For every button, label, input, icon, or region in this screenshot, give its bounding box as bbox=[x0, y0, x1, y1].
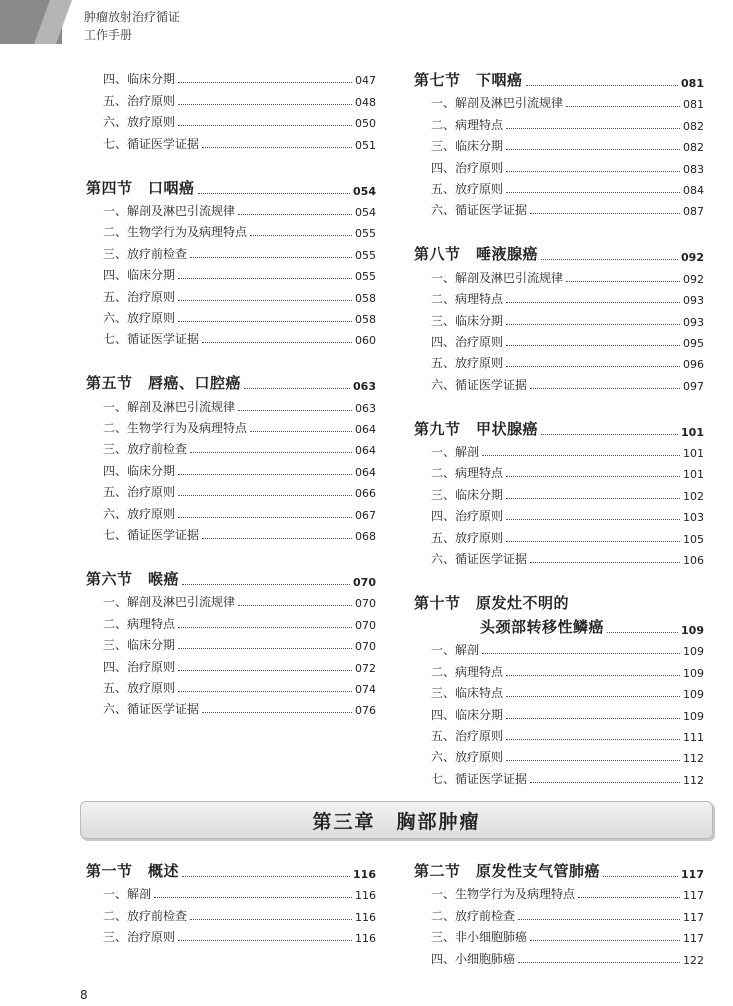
dot-leader bbox=[506, 149, 680, 150]
entry-label: 六、循证医学证据 bbox=[431, 203, 528, 218]
section-label: 第九节 甲状腺癌 bbox=[414, 419, 539, 438]
page-ref: 101 bbox=[681, 425, 704, 439]
section-gap bbox=[414, 393, 704, 415]
book-title: 肿瘤放射治疗循证 bbox=[84, 10, 181, 24]
page-ref: 109 bbox=[683, 666, 704, 680]
page-ref: 103 bbox=[683, 511, 704, 525]
chapter-title: 第三章 胸部肿瘤 bbox=[312, 810, 481, 833]
page-ref: 066 bbox=[355, 487, 376, 501]
entry-label: 二、病理特点 bbox=[431, 664, 504, 679]
page-ref: 117 bbox=[683, 910, 704, 924]
toc-entry bbox=[86, 130, 376, 151]
toc-entry bbox=[414, 307, 704, 328]
dot-leader bbox=[178, 670, 352, 671]
dot-leader bbox=[506, 366, 680, 367]
dot-leader bbox=[506, 324, 680, 325]
dot-leader bbox=[482, 455, 680, 456]
entry-label: 七、循证医学证据 bbox=[103, 136, 200, 151]
toc-entry bbox=[86, 500, 376, 521]
dot-leader bbox=[178, 321, 352, 322]
page-ref: 064 bbox=[355, 444, 376, 458]
page-ref: 097 bbox=[683, 379, 704, 393]
toc-entry bbox=[414, 481, 704, 502]
toc-bottom-right-column bbox=[414, 857, 704, 967]
page-ref: 106 bbox=[683, 554, 704, 568]
entry-label: 五、放疗原则 bbox=[431, 530, 504, 545]
page-ref: 096 bbox=[683, 358, 704, 372]
toc-entry bbox=[414, 524, 704, 545]
entry-label: 二、生物学行为及病理特点 bbox=[103, 421, 248, 436]
dot-leader bbox=[530, 388, 680, 389]
entry-label: 七、循证医学证据 bbox=[103, 332, 200, 347]
section-label: 第二节 原发性支气管肺癌 bbox=[414, 862, 601, 880]
dot-leader bbox=[506, 345, 680, 346]
page-ref: 070 bbox=[355, 597, 376, 611]
section-gap bbox=[414, 567, 704, 589]
dot-leader bbox=[506, 171, 680, 172]
toc-entry bbox=[414, 658, 704, 679]
dot-leader bbox=[603, 876, 678, 877]
entry-label: 一、解剖及淋巴引流规律 bbox=[103, 595, 236, 610]
entry-label: 二、病理特点 bbox=[431, 466, 504, 481]
toc-section-heading-cont bbox=[414, 613, 704, 637]
entry-label: 五、治疗原则 bbox=[431, 728, 504, 743]
entry-label: 五、治疗原则 bbox=[103, 93, 176, 108]
toc-entry bbox=[414, 90, 704, 111]
section-label: 第五节 唇癌、口腔癌 bbox=[86, 374, 242, 393]
entry-label: 三、放疗前检查 bbox=[103, 246, 188, 261]
section-label: 第七节 下咽癌 bbox=[414, 71, 523, 89]
entry-label: 六、放疗原则 bbox=[103, 506, 176, 521]
toc-entry bbox=[86, 283, 376, 304]
entry-label: 四、临床分期 bbox=[103, 463, 176, 478]
page-ref: 064 bbox=[355, 465, 376, 479]
section-gap bbox=[86, 543, 376, 565]
toc-entry bbox=[86, 924, 376, 945]
page-ref: 105 bbox=[683, 532, 704, 546]
dot-leader bbox=[178, 691, 352, 692]
page-ref: 087 bbox=[683, 205, 704, 219]
entry-label: 四、临床分期 bbox=[103, 72, 176, 87]
dot-leader bbox=[190, 919, 352, 920]
page-ref: 070 bbox=[355, 618, 376, 632]
page-ref: 109 bbox=[683, 688, 704, 702]
entry-label: 四、治疗原则 bbox=[103, 659, 176, 674]
toc-entry bbox=[86, 610, 376, 631]
toc-section-heading bbox=[414, 415, 704, 439]
page-ref: 055 bbox=[355, 270, 376, 284]
page-ref: 063 bbox=[353, 380, 376, 394]
entry-label: 五、放疗原则 bbox=[103, 680, 176, 695]
toc-entry bbox=[86, 219, 376, 240]
dot-leader bbox=[541, 434, 678, 435]
page-ref: 070 bbox=[355, 640, 376, 654]
entry-label: 三、临床分期 bbox=[431, 139, 504, 154]
dot-leader bbox=[238, 214, 352, 215]
toc-entry bbox=[86, 109, 376, 130]
toc-entry bbox=[414, 637, 704, 658]
toc-entry bbox=[414, 701, 704, 722]
entry-label: 七、循证医学证据 bbox=[431, 771, 528, 786]
page-ref: 102 bbox=[683, 489, 704, 503]
dot-leader bbox=[506, 541, 680, 542]
entry-label: 五、放疗原则 bbox=[431, 356, 504, 371]
page-ref: 072 bbox=[355, 661, 376, 675]
toc-entry bbox=[414, 350, 704, 371]
page-ref: 082 bbox=[683, 141, 704, 155]
dot-leader bbox=[518, 962, 680, 963]
toc-entry bbox=[86, 696, 376, 717]
page-ref: 092 bbox=[681, 251, 704, 265]
dot-leader bbox=[566, 106, 680, 107]
page-ref: 092 bbox=[683, 272, 704, 286]
dot-leader bbox=[178, 517, 352, 518]
dot-leader bbox=[178, 300, 352, 301]
toc-entry bbox=[414, 945, 704, 966]
dot-leader bbox=[178, 82, 352, 83]
toc-section-heading bbox=[414, 589, 704, 613]
page-ref: 047 bbox=[355, 74, 376, 88]
entry-label: 六、循证医学证据 bbox=[431, 377, 528, 392]
toc-entry bbox=[86, 198, 376, 219]
dot-leader bbox=[506, 675, 680, 676]
entry-label: 四、治疗原则 bbox=[431, 334, 504, 349]
page-ref: 101 bbox=[683, 468, 704, 482]
entry-label: 五、治疗原则 bbox=[103, 289, 176, 304]
toc-section-heading bbox=[414, 240, 704, 264]
toc-entry bbox=[86, 632, 376, 653]
dot-leader bbox=[238, 410, 352, 411]
section-label: 第十节 原发灶不明的 bbox=[414, 594, 570, 613]
entry-label: 一、解剖及淋巴引流规律 bbox=[431, 270, 564, 285]
entry-label: 六、放疗原则 bbox=[431, 750, 504, 765]
dot-leader bbox=[182, 584, 350, 585]
toc-entry bbox=[414, 371, 704, 392]
page-ref: 095 bbox=[683, 336, 704, 350]
toc-entry bbox=[86, 436, 376, 457]
dot-leader bbox=[506, 739, 680, 740]
dot-leader bbox=[154, 897, 352, 898]
entry-label: 一、解剖 bbox=[431, 445, 480, 460]
page-ref: 063 bbox=[355, 401, 376, 415]
dot-leader bbox=[202, 538, 352, 539]
dot-leader bbox=[178, 104, 352, 105]
dot-leader bbox=[250, 431, 352, 432]
dot-leader bbox=[178, 474, 352, 475]
page-ref: 112 bbox=[683, 752, 704, 766]
toc-entry bbox=[414, 460, 704, 481]
dot-leader bbox=[506, 192, 680, 193]
dot-leader bbox=[482, 653, 680, 654]
page-ref: 111 bbox=[683, 730, 704, 744]
section-label: 第六节 喉癌 bbox=[86, 570, 180, 589]
toc-entry bbox=[86, 881, 376, 902]
toc-entry bbox=[86, 902, 376, 923]
page-ref: 084 bbox=[683, 183, 704, 197]
toc-entry bbox=[414, 765, 704, 786]
page-ref: 054 bbox=[353, 184, 376, 198]
page-ref: 101 bbox=[683, 447, 704, 461]
entry-label: 六、循证医学证据 bbox=[103, 702, 200, 717]
dot-leader bbox=[578, 897, 680, 898]
toc-entry bbox=[414, 286, 704, 307]
toc-entry bbox=[86, 305, 376, 326]
toc-entry bbox=[86, 589, 376, 610]
entry-label: 三、放疗前检查 bbox=[103, 442, 188, 457]
toc-entry bbox=[86, 522, 376, 543]
entry-label: 五、治疗原则 bbox=[103, 485, 176, 500]
page-ref: 109 bbox=[683, 709, 704, 723]
page-ref: 058 bbox=[355, 291, 376, 305]
toc-section-heading bbox=[86, 174, 376, 198]
page-ref: 055 bbox=[355, 248, 376, 262]
toc-entry bbox=[414, 197, 704, 218]
toc-entry bbox=[86, 479, 376, 500]
page-ref: 116 bbox=[355, 889, 376, 903]
toc-entry bbox=[86, 393, 376, 414]
dot-leader bbox=[178, 627, 352, 628]
toc-entry bbox=[414, 881, 704, 902]
dot-leader bbox=[178, 495, 352, 496]
dot-leader bbox=[541, 259, 678, 260]
dot-leader bbox=[506, 498, 680, 499]
dot-leader bbox=[178, 648, 352, 649]
entry-label: 二、病理特点 bbox=[431, 292, 504, 307]
dot-leader bbox=[607, 632, 678, 633]
dot-leader bbox=[530, 782, 680, 783]
section-label: 第四节 口咽癌 bbox=[86, 178, 195, 197]
dot-leader bbox=[566, 281, 680, 282]
page-ref: 081 bbox=[683, 98, 704, 112]
dot-leader bbox=[202, 342, 352, 343]
toc-entry bbox=[414, 680, 704, 701]
dot-leader bbox=[506, 519, 680, 520]
toc-entry bbox=[86, 240, 376, 261]
page-ref: 070 bbox=[353, 576, 376, 590]
entry-label: 二、放疗前检查 bbox=[103, 908, 188, 923]
page-ref: 122 bbox=[683, 953, 704, 967]
dot-leader bbox=[506, 760, 680, 761]
page-ref: 093 bbox=[683, 315, 704, 329]
dot-leader bbox=[526, 85, 679, 86]
toc-entry bbox=[414, 902, 704, 923]
dot-leader bbox=[190, 257, 352, 258]
section-label: 第一节 概述 bbox=[86, 862, 180, 880]
page-ref: 067 bbox=[355, 508, 376, 522]
dot-leader bbox=[530, 940, 680, 941]
entry-label: 四、治疗原则 bbox=[431, 160, 504, 175]
book-subtitle: 工作手册 bbox=[84, 28, 133, 42]
page-ref: 117 bbox=[683, 889, 704, 903]
page-ref: 083 bbox=[683, 162, 704, 176]
page-ref: 074 bbox=[355, 682, 376, 696]
page-ref: 068 bbox=[355, 530, 376, 544]
toc-entry bbox=[414, 329, 704, 350]
page-ref: 116 bbox=[355, 910, 376, 924]
page-ref: 116 bbox=[353, 868, 376, 881]
dot-leader bbox=[190, 452, 352, 453]
entry-label: 五、放疗原则 bbox=[431, 181, 504, 196]
dot-leader bbox=[506, 476, 680, 477]
toc-entry bbox=[86, 66, 376, 87]
entry-label: 二、生物学行为及病理特点 bbox=[103, 225, 248, 240]
page-ref: 064 bbox=[355, 423, 376, 437]
page-ref: 055 bbox=[355, 227, 376, 241]
dot-leader bbox=[244, 388, 350, 389]
toc-entry bbox=[414, 154, 704, 175]
page-ref: 060 bbox=[355, 334, 376, 348]
page-ref: 054 bbox=[355, 205, 376, 219]
dot-leader bbox=[182, 876, 350, 877]
page-ref: 117 bbox=[683, 932, 704, 946]
section-label-cont: 头颈部转移性鳞癌 bbox=[480, 618, 605, 637]
entry-label: 二、放疗前检查 bbox=[431, 908, 516, 923]
entry-label: 四、临床分期 bbox=[103, 268, 176, 283]
dot-leader bbox=[506, 302, 680, 303]
dot-leader bbox=[250, 235, 352, 236]
page-ref: 058 bbox=[355, 312, 376, 326]
entry-label: 三、临床特点 bbox=[431, 686, 504, 701]
page-ref: 112 bbox=[683, 773, 704, 787]
page-ref: 109 bbox=[683, 645, 704, 659]
toc-entry bbox=[86, 415, 376, 436]
page-ref: 082 bbox=[683, 119, 704, 133]
toc-entry bbox=[86, 326, 376, 347]
dot-leader bbox=[518, 919, 680, 920]
toc-entry bbox=[414, 133, 704, 154]
toc-bottom-left-column bbox=[86, 857, 376, 945]
toc-entry bbox=[414, 176, 704, 197]
toc-entry bbox=[414, 924, 704, 945]
dot-leader bbox=[506, 718, 680, 719]
entry-label: 六、放疗原则 bbox=[103, 310, 176, 325]
dot-leader bbox=[506, 696, 680, 697]
page-ref: 051 bbox=[355, 138, 376, 152]
page-number: 8 bbox=[80, 988, 88, 1002]
entry-label: 二、病理特点 bbox=[431, 117, 504, 132]
entry-label: 三、临床分期 bbox=[103, 638, 176, 653]
page-ref: 109 bbox=[681, 624, 704, 638]
entry-label: 三、临床分期 bbox=[431, 313, 504, 328]
toc-section-heading bbox=[86, 369, 376, 393]
toc-section-heading bbox=[414, 857, 704, 881]
toc-entry bbox=[414, 264, 704, 285]
section-gap bbox=[86, 152, 376, 174]
page-ref: 116 bbox=[355, 932, 376, 946]
toc-entry bbox=[86, 262, 376, 283]
page-ref: 081 bbox=[681, 77, 704, 90]
entry-label: 七、循证医学证据 bbox=[103, 528, 200, 543]
toc-entry bbox=[414, 503, 704, 524]
section-label: 第八节 唾液腺癌 bbox=[414, 245, 539, 264]
entry-label: 一、解剖 bbox=[431, 643, 480, 658]
dot-leader bbox=[178, 940, 352, 941]
dot-leader bbox=[202, 712, 352, 713]
toc-entry bbox=[414, 744, 704, 765]
entry-label: 六、循证医学证据 bbox=[431, 552, 528, 567]
entry-label: 一、解剖 bbox=[103, 887, 152, 902]
section-gap bbox=[414, 218, 704, 240]
page-ref: 093 bbox=[683, 294, 704, 308]
toc-section-heading bbox=[86, 565, 376, 589]
page-ref: 117 bbox=[681, 868, 704, 881]
dot-leader bbox=[530, 562, 680, 563]
toc-section-heading bbox=[86, 857, 376, 881]
entry-label: 一、解剖及淋巴引流规律 bbox=[103, 399, 236, 414]
toc-entry bbox=[86, 457, 376, 478]
toc-entry bbox=[86, 675, 376, 696]
chapter-banner bbox=[80, 801, 713, 839]
toc-right-column bbox=[414, 66, 704, 787]
entry-label: 三、临床分期 bbox=[431, 487, 504, 502]
toc-section-heading bbox=[414, 66, 704, 90]
dot-leader bbox=[238, 605, 352, 606]
entry-label: 三、治疗原则 bbox=[103, 930, 176, 945]
toc-entry bbox=[414, 439, 704, 460]
toc-entry bbox=[86, 87, 376, 108]
page-ref: 050 bbox=[355, 117, 376, 131]
toc-entry bbox=[86, 653, 376, 674]
toc-entry bbox=[414, 546, 704, 567]
dot-leader bbox=[178, 125, 352, 126]
entry-label: 四、治疗原则 bbox=[431, 509, 504, 524]
entry-label: 一、解剖及淋巴引流规律 bbox=[431, 96, 564, 111]
entry-label: 三、非小细胞肺癌 bbox=[431, 930, 528, 945]
page-ref: 076 bbox=[355, 704, 376, 718]
toc-entry bbox=[414, 111, 704, 132]
section-gap bbox=[86, 347, 376, 369]
toc-left-column bbox=[86, 66, 376, 717]
entry-label: 二、病理特点 bbox=[103, 616, 176, 631]
entry-label: 一、生物学行为及病理特点 bbox=[431, 887, 576, 902]
entry-label: 四、临床分期 bbox=[431, 707, 504, 722]
page-ref: 048 bbox=[355, 95, 376, 109]
entry-label: 六、放疗原则 bbox=[103, 115, 176, 130]
entry-label: 四、小细胞肺癌 bbox=[431, 951, 516, 966]
dot-leader bbox=[530, 213, 680, 214]
dot-leader bbox=[202, 147, 352, 148]
dot-leader bbox=[178, 278, 352, 279]
dot-leader bbox=[198, 193, 351, 194]
dot-leader bbox=[506, 128, 680, 129]
entry-label: 一、解剖及淋巴引流规律 bbox=[103, 203, 236, 218]
toc-entry bbox=[414, 723, 704, 744]
